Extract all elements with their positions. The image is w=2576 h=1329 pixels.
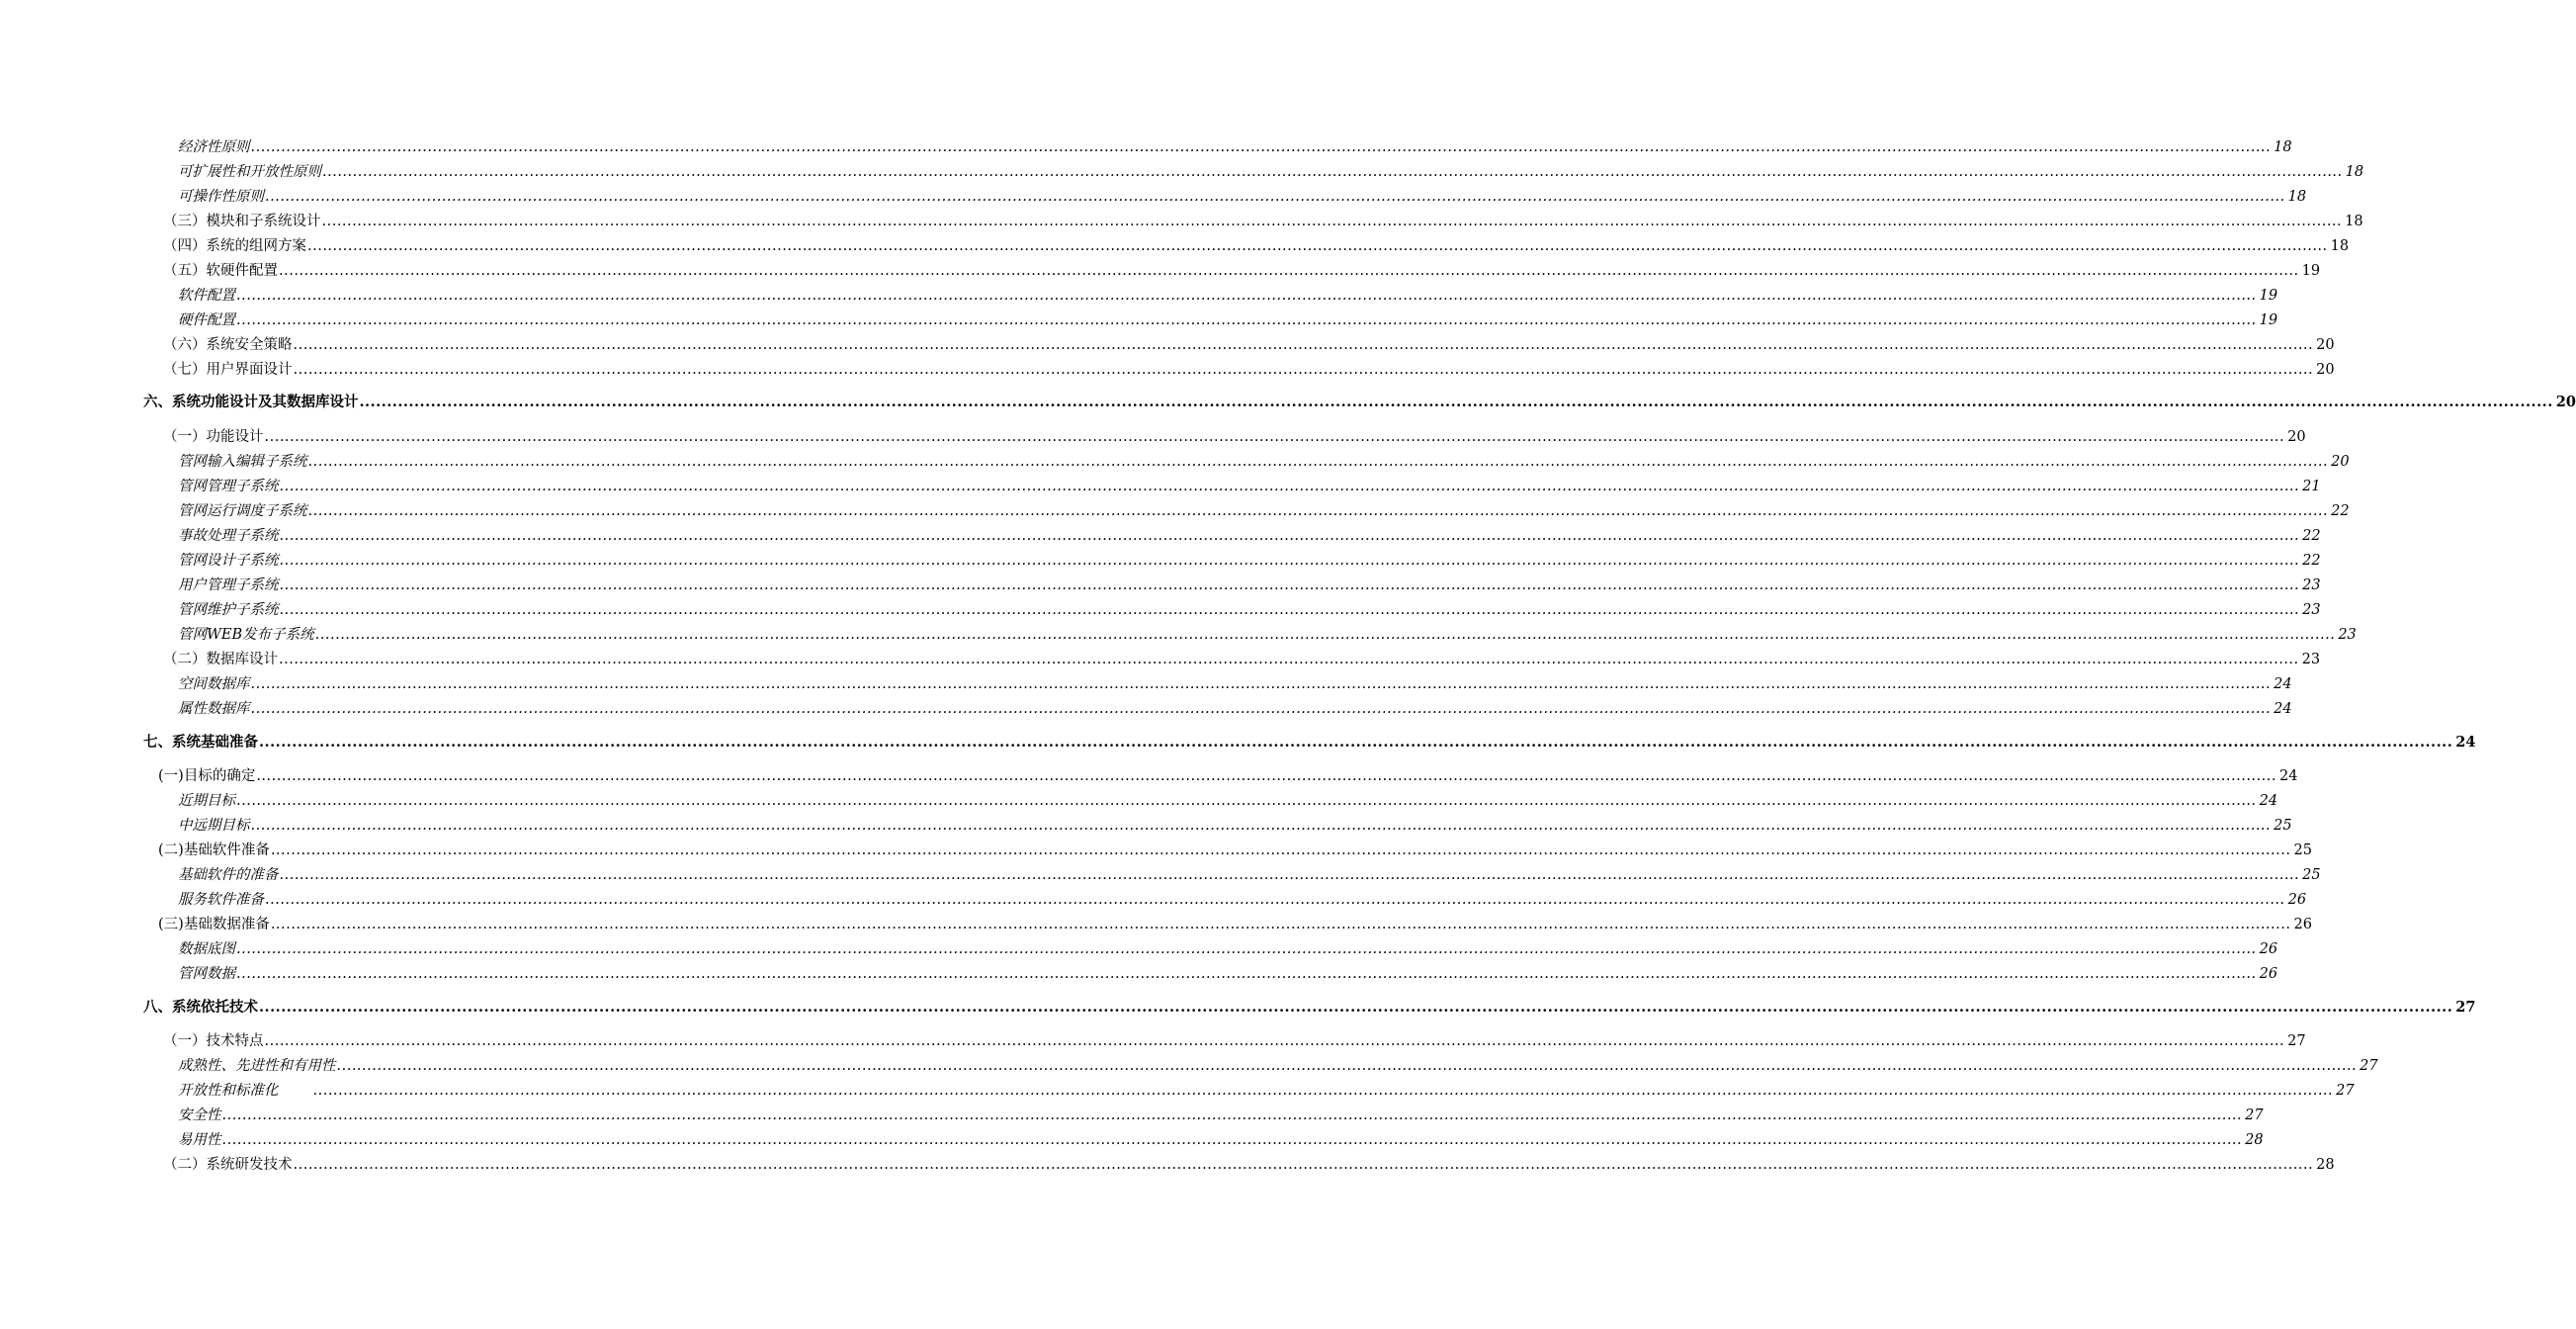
toc-entry-title: （一）技术特点 <box>163 1033 264 1049</box>
toc-entry[interactable] <box>178 451 2350 473</box>
toc-entry-page-number: 21 <box>2302 479 2321 494</box>
toc-entry[interactable] <box>158 765 2298 787</box>
toc-entry-page-number: 28 <box>2245 1132 2264 1148</box>
toc-entry-title: （三）模块和子系统设计 <box>163 214 321 229</box>
dot-leader: ................................................................................................................................................................................................................................................................................................................................................................................................................ <box>250 701 2272 717</box>
toc-entry-page-number: 26 <box>2287 892 2307 908</box>
toc-entry-title: 近期目标 <box>178 793 235 809</box>
toc-entry[interactable] <box>178 550 2321 572</box>
toc-entry[interactable] <box>178 673 2292 695</box>
dot-leader: ................................................................................................................................................................................................................................................................................................................................................................................................................ <box>314 627 2336 643</box>
toc-entry[interactable] <box>178 698 2292 720</box>
dot-leader: ................................................................................................................................................................................................................................................................................................................................................................................................................ <box>221 1132 2243 1148</box>
toc-entry-page-number: 19 <box>2259 288 2278 304</box>
dot-leader: ................................................................................................................................................................................................................................................................................................................................................................................................................ <box>259 999 2453 1016</box>
dot-leader: ................................................................................................................................................................................................................................................................................................................................................................................................................ <box>307 503 2329 519</box>
dot-leader: ................................................................................................................................................................................................................................................................................................................................................................................................................ <box>279 602 2300 618</box>
toc-entry-page-number: 23 <box>2302 602 2321 618</box>
dot-leader: ................................................................................................................................................................................................................................................................................................................................................................................................................ <box>307 454 2329 470</box>
toc-entry[interactable] <box>178 575 2321 596</box>
toc-entry[interactable] <box>163 235 2350 257</box>
dot-leader: ................................................................................................................................................................................................................................................................................................................................................................................................................ <box>265 892 2285 908</box>
toc-entry-title: (三)基础数据准备 <box>158 917 270 932</box>
toc-entry[interactable] <box>163 334 2335 356</box>
toc-entry[interactable] <box>163 1030 2306 1052</box>
toc-entry-page-number: 26 <box>2259 941 2278 957</box>
toc-entry-title: (一)目标的确定 <box>158 768 256 784</box>
toc-entry-title: （五）软硬件配置 <box>163 263 278 279</box>
dot-leader: ................................................................................................................................................................................................................................................................................................................................................................................................................ <box>236 941 2257 957</box>
dot-leader: ................................................................................................................................................................................................................................................................................................................................................................................................................ <box>265 189 2285 205</box>
toc-entry[interactable] <box>178 1080 2355 1102</box>
toc-entry-page-number: 24 <box>2455 734 2476 751</box>
toc-entry-page-number: 27 <box>2245 1108 2264 1123</box>
toc-entry-title: 易用性 <box>178 1132 221 1148</box>
toc-entry-title: 成熟性、先进性和有用性 <box>178 1058 336 1074</box>
toc-entry[interactable] <box>178 525 2321 547</box>
toc-entry[interactable] <box>143 732 2476 753</box>
toc-entry-page-number: 26 <box>2259 966 2278 982</box>
toc-entry-page-number: 25 <box>2274 818 2292 834</box>
dot-leader: ................................................................................................................................................................................................................................................................................................................................................................................................................ <box>236 312 2257 328</box>
toc-entry-page-number: 27 <box>2287 1033 2306 1049</box>
toc-entry-page-number: 24 <box>2278 768 2298 784</box>
dot-leader: ................................................................................................................................................................................................................................................................................................................................................................................................................ <box>279 553 2300 569</box>
dot-leader: ................................................................................................................................................................................................................................................................................................................................................................................................................ <box>250 818 2272 834</box>
toc-entry-title: （二）数据库设计 <box>163 652 278 667</box>
toc-entry-title: 事故处理子系统 <box>178 528 279 544</box>
toc-entry-title: （四）系统的组网方案 <box>163 238 306 254</box>
dot-leader: ................................................................................................................................................................................................................................................................................................................................................................................................................ <box>293 1157 2314 1173</box>
toc-entry[interactable] <box>178 186 2307 208</box>
toc-entry[interactable] <box>178 310 2278 331</box>
toc-entry-title: （二）系统研发技术 <box>163 1157 293 1173</box>
dot-leader: ................................................................................................................................................................................................................................................................................................................................................................................................................ <box>293 337 2314 353</box>
dot-leader: ................................................................................................................................................................................................................................................................................................................................................................................................................ <box>336 1058 2358 1074</box>
toc-entry-page-number: 23 <box>2302 577 2321 593</box>
toc-entry-title: 中远期目标 <box>178 818 250 834</box>
toc-entry-page-number: 27 <box>2360 1058 2378 1074</box>
dot-leader: ................................................................................................................................................................................................................................................................................................................................................................................................................ <box>279 652 2299 667</box>
dot-leader: ................................................................................................................................................................................................................................................................................................................................................................................................................ <box>279 867 2300 883</box>
toc-entry[interactable] <box>163 649 2321 670</box>
dot-leader: ................................................................................................................................................................................................................................................................................................................................................................................................................ <box>221 1108 2243 1123</box>
dot-leader: ................................................................................................................................................................................................................................................................................................................................................................................................................ <box>293 362 2314 378</box>
toc-entry[interactable] <box>163 359 2335 381</box>
dot-leader: ................................................................................................................................................................................................................................................................................................................................................................................................................ <box>279 263 2299 279</box>
toc-entry[interactable] <box>163 211 2363 232</box>
dot-leader: ................................................................................................................................................................................................................................................................................................................................................................................................................ <box>236 966 2257 982</box>
toc-entry-page-number: 19 <box>2259 312 2278 328</box>
toc-entry-page-number: 18 <box>2345 214 2363 229</box>
toc-entry-page-number: 18 <box>2274 139 2292 155</box>
toc-entry[interactable] <box>178 1055 2378 1077</box>
toc-entry-page-number: 24 <box>2259 793 2278 809</box>
toc-entry-title: (二)基础软件准备 <box>158 842 270 858</box>
dot-leader: ................................................................................................................................................................................................................................................................................................................................................................................................................ <box>307 238 2328 254</box>
toc-entry-title: 安全性 <box>178 1108 221 1123</box>
toc-entry-title: 软件配置 <box>178 288 235 304</box>
toc-entry-title: 可操作性原则 <box>178 189 264 205</box>
dot-leader: ................................................................................................................................................................................................................................................................................................................................................................................................................ <box>264 429 2285 445</box>
toc-entry-page-number: 27 <box>2455 999 2476 1016</box>
toc-entry-title: 基础软件的准备 <box>178 867 279 883</box>
toc-entry-title: 用户管理子系统 <box>178 577 279 593</box>
toc-entry-page-number: 22 <box>2302 528 2321 544</box>
toc-entry[interactable] <box>178 136 2292 158</box>
toc-entry-page-number: 18 <box>2345 164 2364 180</box>
toc-entry-title: 管网WEB发布子系统 <box>178 627 314 643</box>
toc-entry[interactable] <box>143 997 2476 1019</box>
toc-entry-title: 八、系统依托技术 <box>143 999 258 1016</box>
toc-entry-title: 数据底图 <box>178 941 235 957</box>
toc-entry-title: 属性数据库 <box>178 701 250 717</box>
toc-entry-page-number: 26 <box>2293 917 2312 932</box>
dot-leader: ................................................................................................................................................................................................................................................................................................................................................................................................................ <box>322 164 2343 180</box>
toc-entry[interactable] <box>178 1129 2264 1151</box>
dot-leader: ................................................................................................................................................................................................................................................................................................................................................................................................................ <box>270 842 2291 858</box>
toc-entry-title: 可扩展性和开放性原则 <box>178 164 321 180</box>
dot-leader: ................................................................................................................................................................................................................................................................................................................................................................................................................ <box>321 214 2343 229</box>
toc-entry-title: 七、系统基础准备 <box>143 734 258 751</box>
toc-entry[interactable] <box>158 840 2312 861</box>
toc-entry-title: 管网管理子系统 <box>178 479 279 494</box>
toc-entry-page-number: 20 <box>2331 454 2350 470</box>
dot-leader: ................................................................................................................................................................................................................................................................................................................................................................................................................ <box>256 768 2276 784</box>
toc-entry[interactable] <box>178 161 2364 183</box>
toc-entry-title: 空间数据库 <box>178 676 250 692</box>
toc-entry-page-number: 19 <box>2301 263 2321 279</box>
toc-entry[interactable] <box>178 624 2357 646</box>
dot-leader: ................................................................................................................................................................................................................................................................................................................................................................................................................ <box>236 793 2257 809</box>
dot-leader: ................................................................................................................................................................................................................................................................................................................................................................................................................ <box>279 479 2300 494</box>
dot-leader: ................................................................................................................................................................................................................................................................................................................................................................................................................ <box>312 1083 2334 1099</box>
dot-leader: ................................................................................................................................................................................................................................................................................................................................................................................................................ <box>359 394 2553 410</box>
toc-entry[interactable] <box>178 599 2321 621</box>
toc-entry-title: （六）系统安全策略 <box>163 337 293 353</box>
toc-entry[interactable] <box>178 500 2350 522</box>
toc-entry-title: 管网设计子系统 <box>178 553 279 569</box>
toc-entry-title: 六、系统功能设计及其数据库设计 <box>143 394 359 410</box>
toc-entry-page-number: 25 <box>2293 842 2312 858</box>
toc-entry[interactable] <box>178 864 2321 886</box>
toc-entry[interactable] <box>178 1105 2264 1126</box>
toc-entry-page-number: 27 <box>2336 1083 2355 1099</box>
toc-entry[interactable] <box>163 426 2306 448</box>
toc-entry-page-number: 20 <box>2316 362 2335 378</box>
toc-entry-page-number: 20 <box>2316 337 2335 353</box>
toc-entry-title: 管网数据 <box>178 966 235 982</box>
toc-entry[interactable] <box>158 914 2312 935</box>
toc-entry-page-number: 23 <box>2301 652 2321 667</box>
toc-entry-title: （七）用户界面设计 <box>163 362 293 378</box>
toc-entry-page-number: 20 <box>2287 429 2306 445</box>
toc-entry-page-number: 24 <box>2274 701 2292 717</box>
toc-entry-page-number: 18 <box>2287 189 2307 205</box>
toc-entry-title: 开放性和标准化 <box>178 1083 279 1099</box>
toc-entry-title: 管网运行调度子系统 <box>178 503 307 519</box>
dot-leader: ................................................................................................................................................................................................................................................................................................................................................................................................................ <box>279 528 2300 544</box>
dot-leader: ................................................................................................................................................................................................................................................................................................................................................................................................................ <box>250 139 2272 155</box>
toc-entry[interactable] <box>163 260 2321 282</box>
toc-entry[interactable] <box>178 476 2321 497</box>
toc-entry-page-number: 25 <box>2302 867 2321 883</box>
toc-entry[interactable] <box>178 938 2278 960</box>
toc-entry-page-number: 22 <box>2331 503 2350 519</box>
dot-leader: ................................................................................................................................................................................................................................................................................................................................................................................................................ <box>250 676 2272 692</box>
toc-entry[interactable] <box>178 285 2278 307</box>
toc-entry-title: （一）功能设计 <box>163 429 264 445</box>
toc-entry-title: 经济性原则 <box>178 139 250 155</box>
dot-leader: ................................................................................................................................................................................................................................................................................................................................................................................................................ <box>270 917 2291 932</box>
dot-leader: ................................................................................................................................................................................................................................................................................................................................................................................................................ <box>236 288 2257 304</box>
toc-entry[interactable] <box>178 815 2292 837</box>
toc-entry[interactable] <box>163 1154 2335 1176</box>
toc-entry[interactable] <box>178 889 2307 911</box>
toc-entry-page-number: 18 <box>2330 238 2350 254</box>
toc-entry-title: 管网输入编辑子系统 <box>178 454 307 470</box>
toc-entry-page-number: 23 <box>2338 627 2357 643</box>
toc-entry-page-number: 24 <box>2274 676 2292 692</box>
toc-entry-title: 服务软件准备 <box>178 892 264 908</box>
dot-leader: ................................................................................................................................................................................................................................................................................................................................................................................................................ <box>259 734 2453 751</box>
toc-entry[interactable] <box>178 790 2278 812</box>
toc-entry-page-number: 22 <box>2302 553 2321 569</box>
dot-leader: ................................................................................................................................................................................................................................................................................................................................................................................................................ <box>279 577 2300 593</box>
toc-entry[interactable] <box>143 392 2576 413</box>
toc-entry-page-number: 28 <box>2316 1157 2335 1173</box>
toc-entry-title: 硬件配置 <box>178 312 235 328</box>
dot-leader: ................................................................................................................................................................................................................................................................................................................................................................................................................ <box>264 1033 2285 1049</box>
toc-entry[interactable] <box>178 963 2278 985</box>
toc-entry-page-number: 20 <box>2555 394 2576 410</box>
toc-entry-title: 管网维护子系统 <box>178 602 279 618</box>
